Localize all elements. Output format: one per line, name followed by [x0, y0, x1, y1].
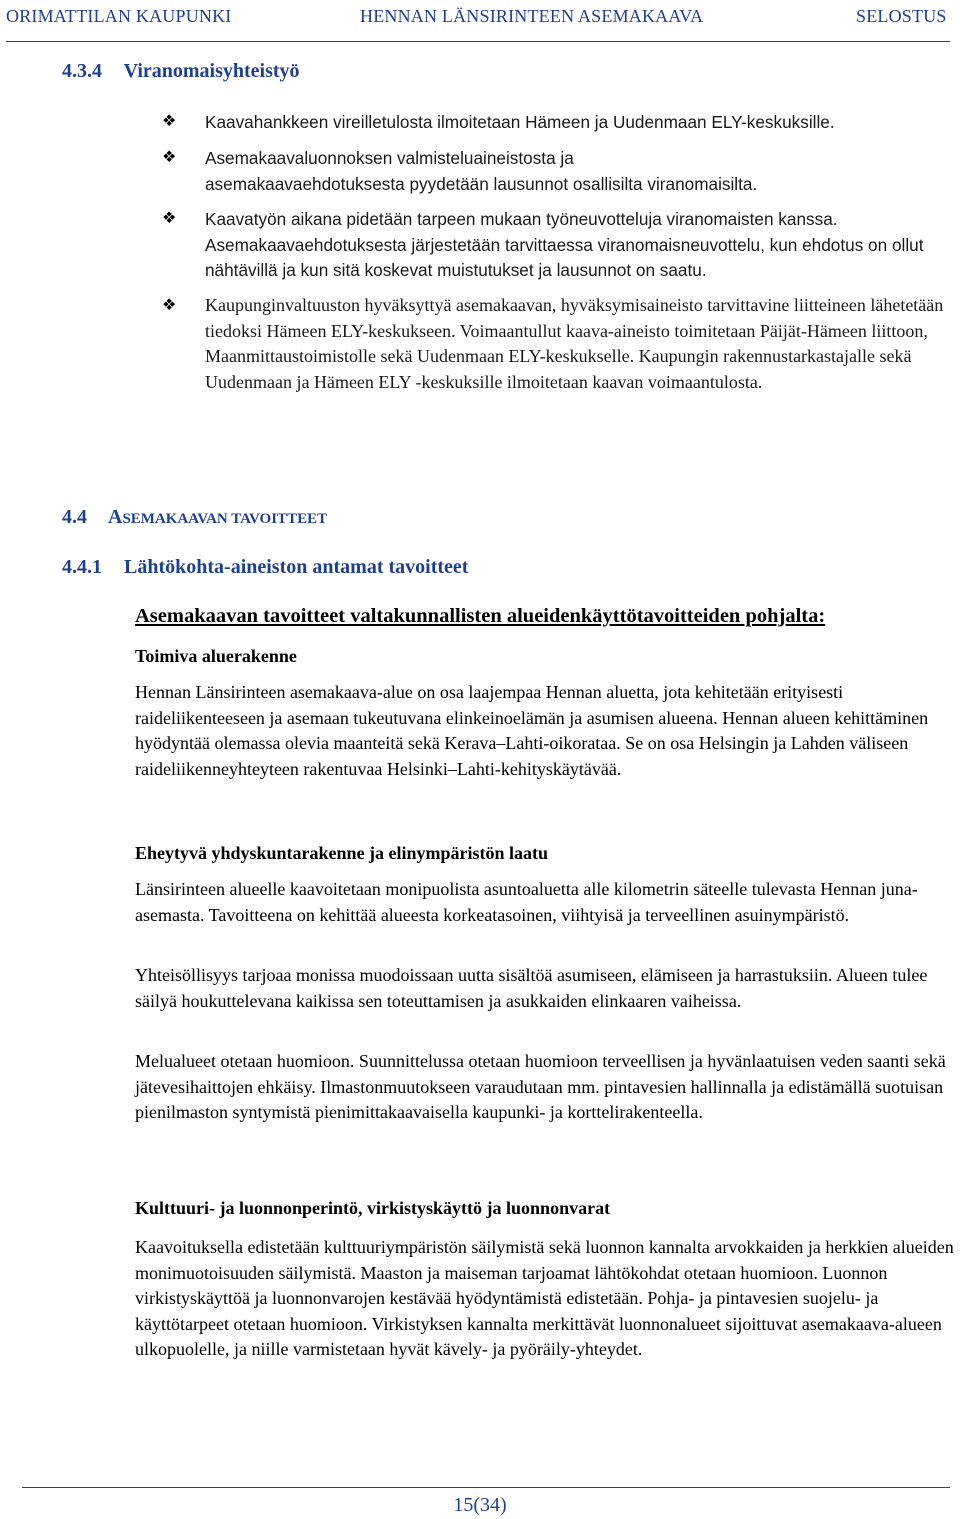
- section-heading-4-4-1: [62, 556, 468, 579]
- page-number: 15(34): [453, 1494, 507, 1516]
- paragraph: Melualueet otetaan huomioon. Suunnittelussa otetaan huomioon terveellisen ja hyvänlaatuisen veden saanti sekä jätevesihaittojen ehkäisy. Ilmastonmuutokseen varaudutaan mm. pintavesien hallinnalla ja edistämällä suotuisan pienilmaston syntymistä pienimittakaavaisella kaupunki- ja korttelirakenteella.: [135, 1051, 946, 1122]
- paragraph: Kaavoituksella edistetään kulttuuriympäristön säilymistä sekä luonnon kannalta arvokkaiden ja herkkien alueiden monimuotoisuuden säilymistä. Maaston ja maiseman tarjoamat lähtökohdat otetaan huomioon. Luonnon virkistyskäyttöä ja luonnonvarojen kestävää hyödyntämistä edistetään. Pohja- ja pintavesien suojelu- ja käyttötarpeet otetaan huomioon. Virkistyksen kannalta merkittävät luonnonalueet sijoittuvat asemakaava-alueen ulkopuolelle, ja niille varmistetaan hyvät kävely- ja pyöräily-yhteydet.: [135, 1237, 954, 1359]
- header-document-title: HENNAN LÄNSIRINTEEN ASEMAKAAVA: [360, 6, 704, 26]
- section-number: 4.4.1: [62, 556, 102, 578]
- section-number: 4.3.4: [62, 60, 102, 82]
- bullet-item: Kaavatyön aikana pidetään tarpeen mukaan työneuvotteluja viranomaisten kanssa. Asemakaavaehdotuksesta järjestetään tarvittaessa viranomaisneuvottelu, kun ehdotus on ollut nähtävillä ja kun sitä koskevat muistutukset ja lausunnot on saatu.: [205, 209, 924, 280]
- subsection-heading: Kulttuuri- ja luonnonperintö, virkistyskäyttö ja luonnonvarat: [135, 1198, 611, 1218]
- paragraph: Länsirinteen alueelle kaavoitetaan monipuolista asuntoaluetta alle kilometrin säteelle tulevasta Hennan juna-asemasta. Tavoitteena on kehittää alueesta korkeatasoinen, viihtyisä ja terveellinen asuinympäristö.: [135, 879, 918, 925]
- section-heading-4-4: [62, 506, 327, 529]
- diamond-bullet-icon: ❖: [162, 295, 177, 314]
- paragraph: Yhteisöllisyys tarjoaa monissa muodoissaan uutta sisältöä asumiseen, elämiseen ja harrastuksiin. Alueen tulee säilyä houkuttelevana kaikissa sen toteuttamisen ja asukkaiden elinkaaren vaiheissa.: [135, 965, 928, 1011]
- goals-underlined-heading: Asemakaavan tavoitteet valtakunnallisten alueidenkäyttötavoitteiden pohjalta:: [135, 605, 826, 627]
- diamond-bullet-icon: ❖: [162, 111, 177, 130]
- bullet-item: Asemakaavaluonnoksen valmisteluaineistosta ja asemakaavaehdotuksesta pyydetään lausunnot osallisilta viranomaisilta.: [205, 148, 758, 194]
- section-heading-4-3-4: [62, 60, 300, 83]
- bullet-item: Kaavahankkeen vireilletulosta ilmoitetaan Hämeen ja Uudenmaan ELY-keskuksille.: [205, 112, 835, 132]
- section-title-initial: A: [108, 506, 123, 528]
- diamond-bullet-icon: ❖: [162, 208, 177, 227]
- section-title-small-caps: SEMAKAAVAN TAVOITTEET: [122, 511, 328, 527]
- diamond-bullet-icon: ❖: [162, 147, 177, 166]
- subsection-heading: Toimiva aluerakenne: [135, 646, 297, 666]
- section-number: 4.4: [62, 506, 87, 528]
- header-document-type: SELOSTUS: [856, 6, 947, 26]
- subsection-heading: Eheytyvä yhdyskuntarakenne ja elinympäristön laatu: [135, 843, 549, 863]
- paragraph: Hennan Länsirinteen asemakaava-alue on osa laajempaa Hennan aluetta, jota kehitetään erityisesti raideliikenteeseen ja asemaan tukeutuvana elinkeinoelämän ja asumisen alueena. Hennan alueen kehittäminen hyödyntää olemassa olevia maanteitä sekä Kerava–Lahti-oikorataa. Se on osa Helsingin ja Lahden väliseen raideliikenneyhteyteen rakentuvaa Helsinki–Lahti-kehityskäytävää.: [135, 682, 929, 779]
- bullet-item: Kaupunginvaltuuston hyväksyttyä asemakaavan, hyväksymisaineisto tarvittavine liitteineen lähetetään tiedoksi Hämeen ELY-keskukseen. Voimaantullut kaava-aineisto toimitetaan Päijät-Hämeen liittoon, Maanmittaustoimistolle sekä Uudenmaan ELY-keskukselle. Kaupungin rakennustarkastajalle sekä Uudenmaan ja Hämeen ELY -keskuksille ilmoitetaan kaavan voimaantulosta.: [205, 295, 944, 392]
- section-title: Viranomaisyhteistyö: [123, 60, 300, 82]
- section-title: Lähtökohta-aineiston antamat tavoitteet: [124, 556, 469, 578]
- footer-rule: [22, 1487, 950, 1488]
- header-rule: [6, 41, 950, 42]
- header-organization: ORIMATTILAN KAUPUNKI: [6, 6, 232, 26]
